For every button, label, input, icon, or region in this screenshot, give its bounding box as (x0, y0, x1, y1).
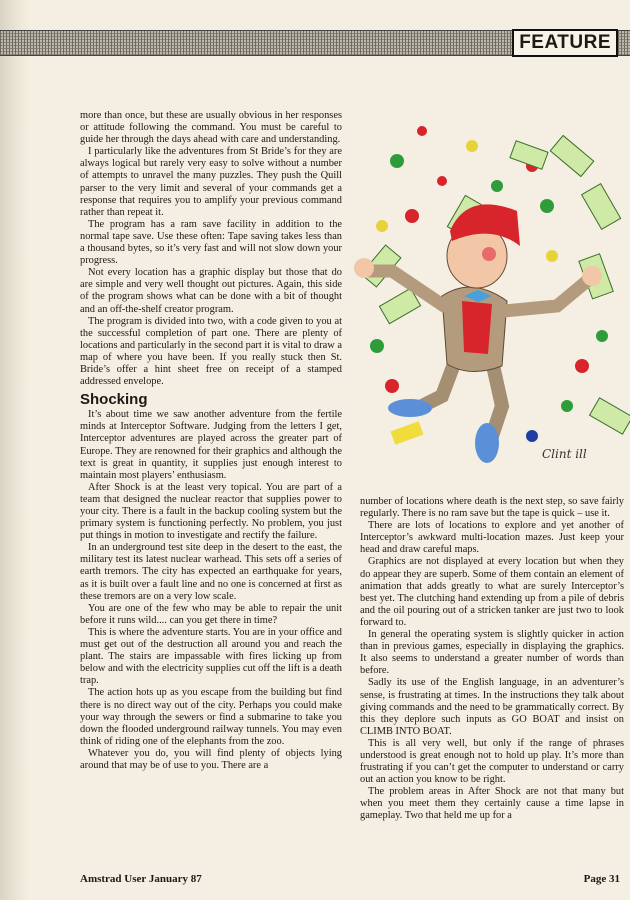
paragraph: The program has a ram save facility in addition to the normal tape save. Use these often: Tape saving takes less than a thousand bytes, so it’s very fast and will not slow down your progress. (80, 218, 342, 267)
paragraph: There are lots of locations to explore and yet another of Interceptor’s awkward multi-location mazes. Just keep your head and draw careful maps. (360, 520, 624, 556)
section-banner (0, 30, 630, 56)
paragraph: Sadly its use of the English language, in an adventurer’s sense, is frustrating at times. In the instructions they talk about giving commands and the need to be grammatically correct. By this they deplore such inputs as GO BOAT and insist on CLIMB INTO BOAT. (360, 677, 624, 737)
paragraph: After Shock is at the least very topical. You are part of a team that designed the nuclear reactor that supplies power to your city. There is a fault in the backup cooling system but the primary system is functioning perfectly. No problem, you just put things in motion to investigate and rectify the failure. (80, 481, 342, 542)
paragraph: In general the operating system is slightly quicker in action than in previous games, especially in displaying the graphics. It also seems to understand a greater number of words than before. (360, 629, 624, 677)
paragraph: Whatever you do, you will find plenty of objects lying around that may be of use to you. There are a (80, 747, 342, 771)
artist-signature: Clint ill (542, 447, 587, 461)
page-binding-edge (0, 0, 30, 900)
paragraph: The problem areas in After Shock are not that many but when you meet them they certainly cause a time lapse in gameplay. Two that held me up for a (360, 786, 624, 822)
paragraph: Not every location has a graphic display but those that do are simple and very well thought out pictures. Again, this side of the program shows what can be done with a bit of thought and an off-the-shelf creator program. (80, 267, 342, 315)
paragraph: number of locations where death is the next step, so save fairly regularly. There is no ram save but the tape is quick – use it. (360, 496, 624, 520)
paragraph: This is where the adventure starts. You are in your office and must get out of the destruction all around you and reach the plant. The stairs are impassable with fires licking up from below and with the electricity supplies cut off the lift is a death trap. (80, 626, 342, 687)
paragraph: Graphics are not displayed at every location but when they do appear they are superb. Some of them contain an element of animation that adds greatly to what are surely Interceptor’s best yet. The clutching hand extending up from a pile of debris and the oil pouring out of a stricken tanker are just two to look forward to. (360, 556, 624, 628)
cartoon-illustration (352, 106, 630, 486)
article-column-right (360, 496, 624, 823)
paragraph: It’s about time we saw another adventure from the fertile minds at Interceptor Software. Judging from the letters I get, Interceptor adventures are played across the greater part of Europe. They are renowned for their graphics and although the text is great in quantity, it supplies just enough interest to maintain most players’ enthusiasm. (80, 409, 342, 481)
paragraph: This is all very well, but only if the range of phrases understood is great enough not to hold up play. It’s more than frustrating if you can’t get the computer to understand or carry out an action you know to be right. (360, 737, 624, 786)
paragraph: I particularly like the adventures from St Bride’s for they are always logical but rarely very easy to solve without a number of attempts to unravel the many puzzles. They push the Quill parser to the very limit and several of your commands get a response that requires you to amplify your previous command rather than repeat it. (80, 146, 342, 218)
footer-publication: Amstrad User January 87 (80, 873, 202, 885)
paragraph: You are one of the few who may be able to repair the unit before it runs wild.... can you get there in time? (80, 602, 342, 626)
subheading: Shocking (80, 391, 148, 409)
article-column-left (80, 110, 342, 772)
footer-page-number: Page 31 (583, 873, 620, 885)
paragraph: more than once, but these are usually obvious in her responses or attitude following the command. You must be careful to guide her through the days ahead with care and understanding. (80, 110, 342, 146)
paragraph: In an underground test site deep in the desert to the east, the military test its latest nuclear warhead. This sets off a series of earth tremors. The city has expected an earthquake for years, as it is built over a fault line and no one is concerned at first as these tremors are on a very low scale. (80, 542, 342, 602)
paragraph: The program is divided into two, with a code given to you at the successful completion of part one. There are plenty of locations and particularly in the second part it is vital to draw a map of where you have been. If you really stuck then St. Bride’s offer a hint sheet free on receipt of a stamped addressed envelope. (80, 315, 342, 388)
section-label: FEATURE (512, 29, 618, 57)
paragraph: The action hots up as you escape from the building but find there is no direct way out of the city. Perhaps you could make your way through the sewers or find a submarine to take you down the flooded underground railway tunnels. You may even think of riding one of the elephants from the zoo. (80, 687, 342, 747)
